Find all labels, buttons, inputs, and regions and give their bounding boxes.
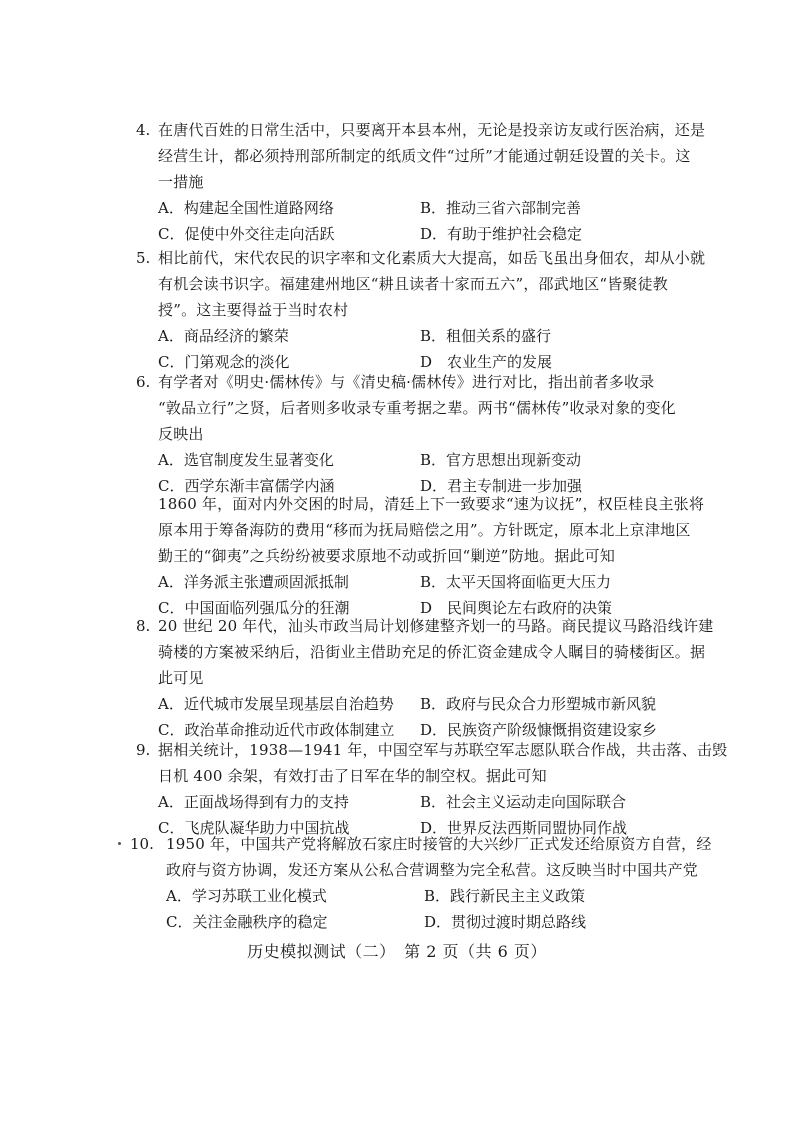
scan-dot xyxy=(118,842,121,845)
question-stem-line: 经营生计，都必须持刑部所制定的纸质文件“过所”才能通过朝廷设置的关卡。这 xyxy=(158,147,691,165)
question-stem-line: 此可见 xyxy=(158,669,204,687)
option-d: D．有助于维护社会稳定 xyxy=(420,225,583,243)
option-d: D．贯彻过渡时期总路线 xyxy=(424,913,587,931)
option-a: A．商品经济的繁荣 xyxy=(158,327,289,345)
question-stem-line: 勤王的“御夷”之兵纷纷被要求原地不动或折回“剿逆”防地。据此可知 xyxy=(158,547,616,565)
option-a: A．近代城市发展呈现基层自治趋势 xyxy=(158,695,394,713)
question-stem-line: 相比前代，宋代农民的识字率和文化素质大大提高，如岳飞虽出身佃农，却从小就 xyxy=(158,249,706,267)
question-stem-line: 据相关统计，1938—1941 年，中国空军与苏联空军志愿队联合作战，共击落、击毁 xyxy=(158,741,728,759)
question-stem-line: 原本用于筹备海防的费用“移而为抚局赔偿之用”。方针既定，原本北上京津地区 xyxy=(158,521,691,539)
option-b: B．租佃关系的盛行 xyxy=(420,327,552,345)
option-c: C．门第观念的淡化 xyxy=(158,353,290,371)
option-b: B．政府与民众合力形塑城市新风貌 xyxy=(420,695,657,713)
question-stem-line: 骑楼的方案被采纳后，沿街业主借助充足的侨汇资金建成令人瞩目的骑楼街区。据 xyxy=(158,643,706,661)
option-d: D 民间舆论左右政府的决策 xyxy=(420,599,613,617)
option-b: B．官方思想出现新变动 xyxy=(420,451,582,469)
question-number: 8. xyxy=(136,617,151,635)
question-number: 9. xyxy=(136,741,151,759)
question-stem-line: “敦品立行”之贤，后者则多收录专重考据之辈。两书“儒林传”收录对象的变化 xyxy=(158,399,676,417)
option-c: C．政治革命推动近代市政体制建立 xyxy=(158,721,395,739)
option-c: C．促使中外交往走向活跃 xyxy=(158,225,335,243)
page-footer: 历史模拟测试（二） 第 2 页（共 6 页） xyxy=(247,942,547,961)
option-b: B．践行新民主主义政策 xyxy=(424,887,586,905)
question-stem-line: 政府与资方协调，发还方案从公私合营调整为完全私营。这反映当时中国共产党 xyxy=(166,861,699,879)
option-a: A．构建起全国性道路网络 xyxy=(158,199,334,217)
option-d: D 农业生产的发展 xyxy=(420,353,553,371)
option-c: C．关注金融秩序的稳定 xyxy=(166,913,328,931)
option-c: C．中国面临列强瓜分的狂潮 xyxy=(158,599,350,617)
question-stem-line: 20 世纪 20 年代，汕头市政当局计划修建整齐划一的马路。商民提议马路沿线许建 xyxy=(158,617,714,635)
question-stem-line: 在唐代百姓的日常生活中，只要离开本县本州，无论是投亲访友或行医治病，还是 xyxy=(158,121,706,139)
option-c: C．西学东渐丰富儒学内涵 xyxy=(158,477,335,495)
question-stem-line: 1950 年，中国共产党将解放石家庄时接管的大兴纱厂正式发还给原资方自营，经 xyxy=(166,835,712,853)
question-stem-line: 1860 年，面对内外交困的时局，清廷上下一致要求“速为议抚”，权臣桂良主张将 xyxy=(158,495,705,513)
question-stem-line: 一措施 xyxy=(158,173,204,191)
option-d: D．君主专制进一步加强 xyxy=(420,477,583,495)
question-stem-line: 有机会读书识字。福建建州地区“耕且读者十家而五六”，邵武地区“皆聚徒教 xyxy=(158,275,669,293)
option-a: A．学习苏联工业化模式 xyxy=(166,887,327,905)
question-stem-line: 有学者对《明史·儒林传》与《清史稿·儒林传》进行对比，指出前者多收录 xyxy=(158,373,655,391)
option-a: A．正面战场得到有力的支持 xyxy=(158,793,349,811)
option-d: D．民族资产阶级慷慨捐资建设家乡 xyxy=(420,721,658,739)
option-c: C．飞虎队凝华助力中国抗战 xyxy=(158,819,350,837)
option-b: B．社会主义运动走向国际联合 xyxy=(420,793,627,811)
question-stem-line: 授”。这主要得益于当时农村 xyxy=(158,301,349,319)
option-a: A．洋务派主张遭顽固派抵制 xyxy=(158,573,349,591)
question-number: 5. xyxy=(136,249,151,267)
option-b: B．推动三省六部制完善 xyxy=(420,199,582,217)
option-d: D．世界反法西斯同盟协同作战 xyxy=(420,819,628,837)
option-a: A．选官制度发生显著变化 xyxy=(158,451,334,469)
question-stem-line: 反映出 xyxy=(158,425,204,443)
option-b: B．太平天国将面临更大压力 xyxy=(420,573,612,591)
question-stem-line: 日机 400 余架，有效打击了日军在华的制空权。据此可知 xyxy=(158,767,547,785)
question-number: 6. xyxy=(136,373,151,391)
question-number: 4. xyxy=(136,121,151,139)
question-number: 10. xyxy=(130,835,154,853)
